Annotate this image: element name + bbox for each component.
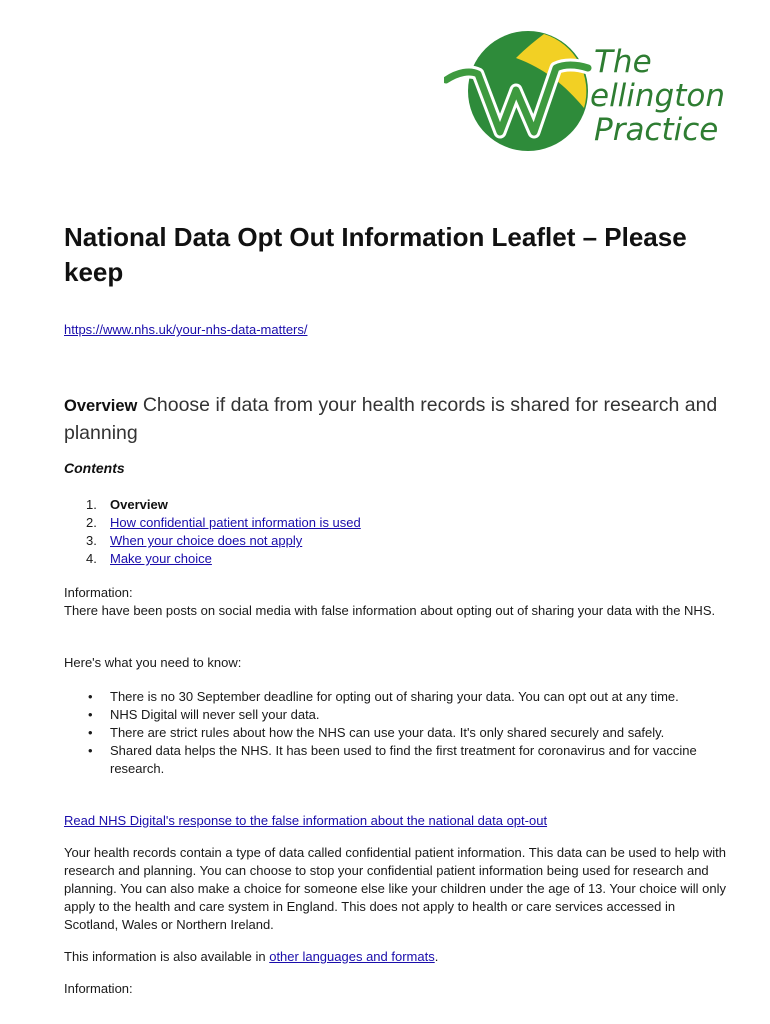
- toc-link-how-used[interactable]: How confidential patient information is used: [110, 515, 361, 530]
- bullet-text: There is no 30 September deadline for opting out of sharing your data. You can opt out at any time.: [110, 689, 679, 704]
- toc-item-not-apply[interactable]: [64, 532, 361, 550]
- toc-number: 3.: [86, 533, 97, 548]
- logo-letter: W: [444, 28, 445, 29]
- page-title: National Data Opt Out Information Leaflet – Please keep: [64, 222, 687, 287]
- bullet-icon: •: [88, 689, 93, 704]
- bullet-icon: •: [88, 743, 93, 758]
- toc-number: 4.: [86, 551, 97, 566]
- overview-heading: [64, 392, 724, 447]
- list-item: [64, 706, 728, 724]
- toc-link-not-apply[interactable]: When your choice does not apply: [110, 533, 303, 548]
- toc-item-make-choice[interactable]: [64, 550, 361, 568]
- information-label: Information:: [64, 585, 133, 600]
- toc-item-overview: [64, 496, 361, 514]
- contents-heading: Contents: [64, 460, 125, 476]
- logo-line-1: The: [594, 44, 652, 80]
- toc-number: 1.: [86, 497, 97, 512]
- table-of-contents: [64, 496, 361, 568]
- list-item: [64, 724, 728, 742]
- need-to-know-text: Here's what you need to know:: [64, 655, 242, 670]
- other-languages-link[interactable]: other languages and formats: [269, 949, 435, 964]
- available-paragraph: [64, 948, 728, 966]
- available-end: .: [434, 949, 439, 964]
- bullet-text: There are strict rules about how the NHS can use your data. It's only shared securely and safely.: [110, 725, 665, 740]
- toc-item-how-used[interactable]: [64, 514, 361, 532]
- information-text: There have been posts on social media with false information about opting out of sharing your data with the NHS.: [64, 603, 716, 618]
- practice-logo: [444, 28, 734, 158]
- toc-number: 2.: [86, 515, 97, 530]
- bullet-text: Shared data helps the NHS. It has been used to find the first treatment for coronavirus and for vaccine research.: [110, 743, 697, 776]
- overview-label: Overview: [64, 397, 138, 415]
- toc-label-overview: Overview: [110, 497, 168, 512]
- logo-line-2: ellington: [590, 78, 726, 114]
- bullet-icon: •: [88, 725, 93, 740]
- list-item: [64, 742, 728, 778]
- overview-text: Choose if data from your health records is shared for research and planning: [64, 394, 718, 444]
- logo-line-3: Practice: [594, 112, 719, 148]
- logo-emblem: [444, 28, 594, 158]
- bullet-icon: •: [88, 707, 93, 722]
- nhs-data-matters-link[interactable]: https://www.nhs.uk/your-nhs-data-matters/: [64, 322, 308, 337]
- key-facts-list: [64, 688, 728, 778]
- list-item: [64, 688, 728, 706]
- records-paragraph: Your health records contain a type of data called confidential patient information. This data can be used to help with research and planning. You can choose to stop your confidential patient information being used for research and planning. You can also make a choice for someone else like your children under the age of 13. Your choice will only apply to the health and care system in England. This does not apply to health or care services accessed in Scotland, Wales or Northern Ireland.: [64, 845, 726, 932]
- information-block-1: [64, 584, 728, 620]
- information-label-2: Information:: [64, 981, 133, 996]
- nhs-digital-response-link[interactable]: Read NHS Digital's response to the false information about the national data opt-out: [64, 813, 548, 828]
- bullet-text: NHS Digital will never sell your data.: [110, 707, 320, 722]
- available-text: This information is also available in: [64, 949, 270, 964]
- response-paragraph: [64, 812, 728, 830]
- toc-link-make-choice[interactable]: Make your choice: [110, 551, 212, 566]
